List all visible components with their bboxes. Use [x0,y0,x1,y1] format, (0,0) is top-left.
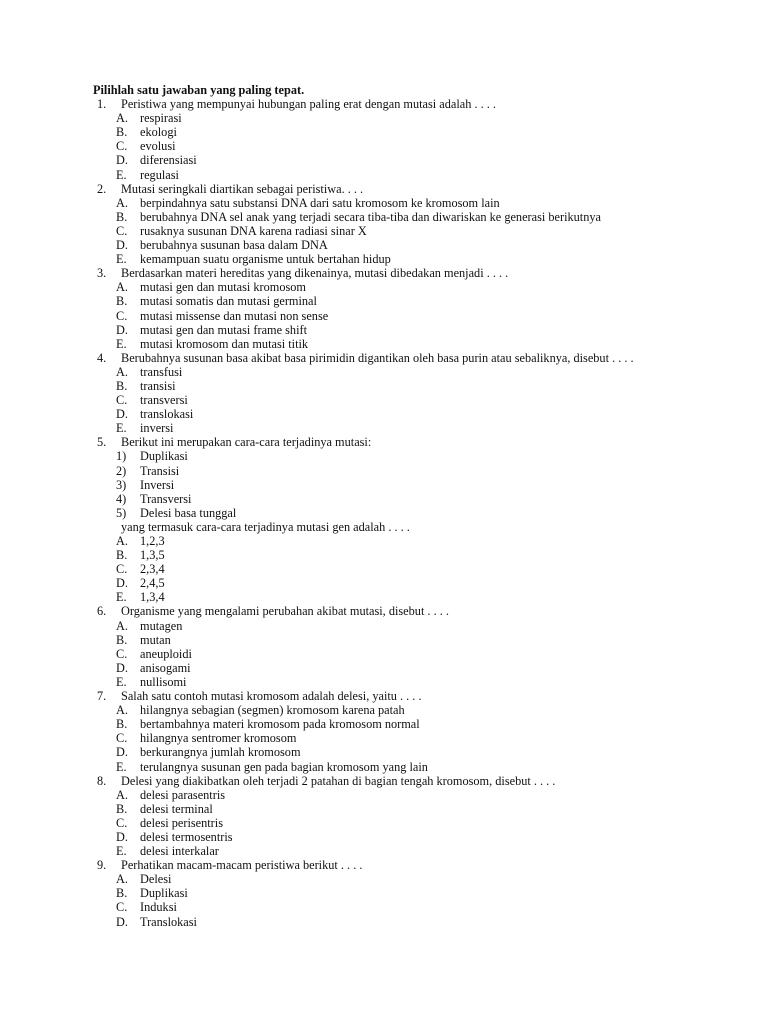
answer-option [0,252,768,266]
option-text: hilangnya sentromer kromosom [140,731,297,746]
answer-option [0,760,768,774]
option-letter: C. [116,139,128,154]
option-letter: A. [116,872,128,887]
answer-option [0,915,768,929]
question-4 [0,351,768,436]
option-letter: C. [116,562,128,577]
option-text: delesi interkalar [140,844,219,859]
option-text: transfusi [140,364,183,379]
option-text: mutasi gen dan mutasi frame shift [140,322,307,337]
question-stem [0,97,768,111]
option-letter: E. [116,252,127,267]
option-text: mutagen [140,618,183,633]
answer-option [0,139,768,153]
answer-option [0,407,768,421]
answer-option [0,900,768,914]
option-text: transversi [140,393,188,408]
option-letter: C. [116,731,128,746]
option-letter: D. [116,407,128,422]
option-letter: B. [116,548,128,563]
answer-option [0,816,768,830]
question-number: 4. [97,350,107,365]
answer-option [0,590,768,604]
option-letter: C. [116,815,128,830]
option-text: Duplikasi [140,886,188,901]
question-stem [0,858,768,872]
option-letter: C. [116,646,128,661]
option-letter: A. [116,618,128,633]
option-letter: A. [116,195,128,210]
option-letter: B. [116,632,128,647]
option-text: berubahnya DNA sel anak yang terjadi secara tiba-tiba dan diwariskan ke generasi berikutnya [140,209,601,224]
question-number: 9. [97,858,107,873]
question-stem [0,774,768,788]
question-number: 8. [97,773,107,788]
option-text: transisi [140,378,176,393]
answer-option [0,153,768,167]
option-text: delesi parasentris [140,787,226,802]
answer-option [0,633,768,647]
option-text: berubahnya susunan basa dalam DNA [140,238,328,253]
question-number: 1. [97,97,107,112]
option-letter: C. [116,223,128,238]
option-letter: D. [116,238,128,253]
option-letter: B. [116,378,128,393]
answer-option [0,238,768,252]
answer-option [0,309,768,323]
option-text: Duplikasi [140,449,188,464]
option-letter: C. [116,308,128,323]
option-text: Delesi [140,872,172,887]
option-text: Induksi [140,900,177,915]
question-7 [0,689,768,774]
answer-option [0,576,768,590]
question-stem [0,435,768,449]
question-6 [0,604,768,689]
question-stem [0,604,768,618]
question-stem [0,351,768,365]
option-letter: B. [116,294,128,309]
option-letter: D. [116,914,128,929]
question-stem [0,182,768,196]
question-8 [0,774,768,859]
answer-option [0,365,768,379]
option-text: Inversi [140,477,175,492]
answer-option [0,379,768,393]
question-number: 2. [97,181,107,196]
question-list [0,97,768,929]
option-text: 1,3,5 [140,548,165,563]
option-text: ekologi [140,125,177,140]
answer-option [0,844,768,858]
option-letter: E. [116,759,127,774]
question-text: Organisme yang mengalami perubahan akibat mutasi, disebut . . . . [121,604,449,619]
option-text: diferensiasi [140,153,197,168]
option-letter: 2) [116,463,127,478]
answer-option [0,802,768,816]
question-number: 5. [97,435,107,450]
option-text: aneuploidi [140,646,192,661]
question-9 [0,858,768,928]
question-3 [0,266,768,351]
answer-option [0,125,768,139]
option-text: delesi perisentris [140,815,223,830]
option-text: bertambahnya materi kromosom pada kromosom normal [140,717,420,732]
option-text: respirasi [140,111,182,126]
option-text: mutasi missense dan mutasi non sense [140,308,329,323]
option-letter: E. [116,336,127,351]
instruction-heading: Pilihlah satu jawaban yang paling tepat. [93,83,305,97]
option-text: translokasi [140,407,194,422]
question-text: Salah satu contoh mutasi kromosom adalah delesi, yaitu . . . . [121,689,422,704]
option-text: nullisomi [140,674,187,689]
option-text: 2,3,4 [140,562,165,577]
answer-option [0,703,768,717]
answer-option [0,745,768,759]
option-letter: E. [116,674,127,689]
question-2 [0,182,768,267]
answer-option [0,294,768,308]
answer-option [0,675,768,689]
option-text: 2,4,5 [140,576,165,591]
option-letter: B. [116,125,128,140]
option-letter: B. [116,209,128,224]
answer-option [0,830,768,844]
option-text: mutasi somatis dan mutasi germinal [140,294,317,309]
answer-option [0,562,768,576]
answer-option [0,224,768,238]
option-letter: E. [116,421,127,436]
answer-option [0,168,768,182]
option-letter: D. [116,322,128,337]
option-text: Transversi [140,491,192,506]
option-letter: D. [116,660,128,675]
option-letter: A. [116,111,128,126]
answer-option [0,280,768,294]
option-letter: D. [116,153,128,168]
answer-option [0,464,768,478]
option-text: Transisi [140,463,180,478]
option-text: mutasi gen dan mutasi kromosom [140,280,306,295]
option-letter: 4) [116,491,127,506]
answer-option [0,210,768,224]
option-letter: 3) [116,477,127,492]
answer-option [0,111,768,125]
question-number: 7. [97,689,107,704]
question-1 [0,97,768,182]
option-text: delesi termosentris [140,829,233,844]
option-text: hilangnya sebagian (segmen) kromosom karena patah [140,703,405,718]
option-text: berpindahnya satu substansi DNA dari satu kromosom ke kromosom lain [140,195,500,210]
question-stem [0,266,768,280]
option-text: Delesi basa tunggal [140,505,237,520]
option-letter: B. [116,717,128,732]
option-text: mutasi kromosom dan mutasi titik [140,336,309,351]
option-text: Translokasi [140,914,197,929]
question-number: 3. [97,266,107,281]
option-text: regulasi [140,167,179,182]
option-letter: E. [116,167,127,182]
answer-option [0,323,768,337]
option-text: berkurangnya jumlah kromosom [140,745,301,760]
answer-option [0,647,768,661]
option-letter: C. [116,900,128,915]
question-text: Perhatikan macam-macam peristiwa berikut . . . . [121,858,363,873]
question-text: Berdasarkan materi hereditas yang dikenainya, mutasi dibedakan menjadi . . . . [121,266,509,281]
option-letter: D. [116,576,128,591]
option-text: inversi [140,421,174,436]
document-page [0,83,768,929]
option-text: 1,2,3 [140,534,165,548]
option-letter: D. [116,829,128,844]
option-letter: A. [116,534,128,548]
answer-option [0,619,768,633]
option-text: 1,3,4 [140,590,165,605]
answer-option [0,478,768,492]
question-follow-up [0,520,768,534]
answer-option [0,196,768,210]
option-letter: A. [116,787,128,802]
option-letter: B. [116,801,128,816]
answer-option [0,886,768,900]
answer-option [0,717,768,731]
answer-option [0,337,768,351]
answer-option [0,872,768,886]
answer-option [0,506,768,520]
option-letter: A. [116,280,128,295]
option-letter: B. [116,886,128,901]
answer-option [0,534,768,548]
option-text: delesi terminal [140,801,213,816]
option-letter: A. [116,364,128,379]
option-letter: D. [116,745,128,760]
question-stem [0,689,768,703]
option-text: evolusi [140,139,176,154]
option-letter: C. [116,393,128,408]
option-text: rusaknya susunan DNA karena radiasi sinar X [140,223,367,238]
option-text: terulangnya susunan gen pada bagian kromosom yang lain [140,759,428,774]
question-5 [0,435,768,604]
option-text: mutan [140,632,171,647]
answer-option [0,492,768,506]
answer-option [0,661,768,675]
option-letter: 5) [116,505,127,520]
question-text: Peristiwa yang mempunyai hubungan paling erat dengan mutasi adalah . . . . [121,97,496,112]
answer-option [0,731,768,745]
question-text: Berubahnya susunan basa akibat basa pirimidin digantikan oleh basa purin atau sebaliknya, disebut . . . . [121,350,634,365]
option-text: kemampuan suatu organisme untuk bertahan hidup [140,252,391,267]
answer-option [0,788,768,802]
option-letter: A. [116,703,128,718]
option-text: anisogami [140,660,191,675]
question-text: Delesi yang diakibatkan oleh terjadi 2 patahan di bagian tengah kromosom, disebut . . . . [121,773,556,788]
answer-option [0,421,768,435]
option-letter: E. [116,844,127,859]
question-number: 6. [97,604,107,619]
follow-up-text: yang termasuk cara-cara terjadinya mutasi gen adalah . . . . [121,519,410,534]
question-text: Berikut ini merupakan cara-cara terjadinya mutasi: [121,435,372,450]
option-letter: E. [116,590,127,605]
question-text: Mutasi seringkali diartikan sebagai peristiwa. . . . [121,181,364,196]
answer-option [0,393,768,407]
answer-option [0,548,768,562]
answer-option [0,449,768,463]
option-letter: 1) [116,449,127,464]
